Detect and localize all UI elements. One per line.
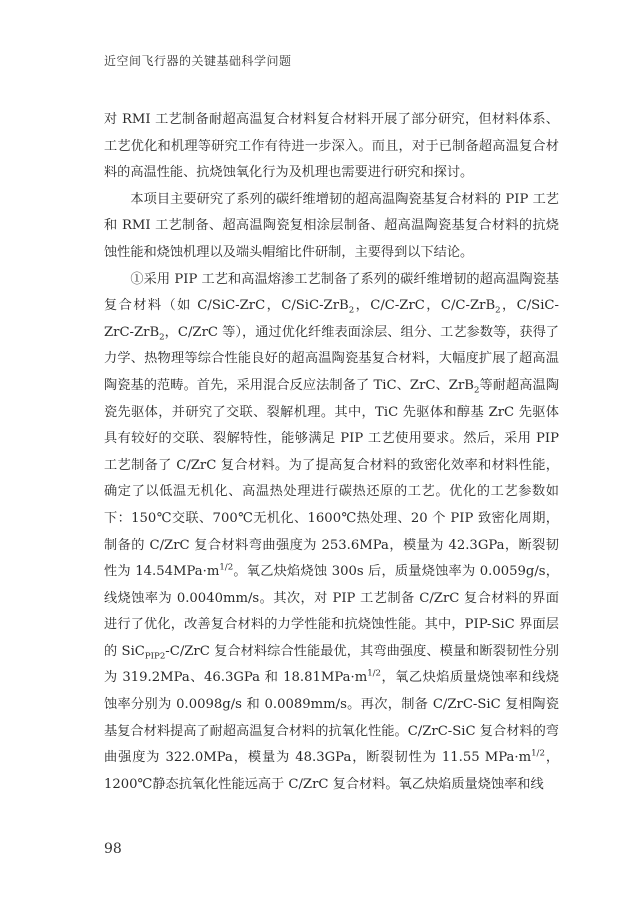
subscript: 2	[473, 385, 480, 396]
subscript: 2	[348, 305, 355, 316]
p3-run: ，C/C-ZrC，C/C-ZrB	[354, 298, 496, 314]
paragraph-3	[104, 267, 559, 799]
p3-run: ，氧乙炔焰质量烧蚀率和线烧蚀率分别为 0.0098g/s 和 0.0089mm/s。再次，制备 C/ZrC-SiC 复相陶瓷基复合材料提高了耐超高温复合材料的抗氧化性能。C/ZrC-SiC 复合材料的弯曲强度为 322.0MPa，模量为 48.3GPa，断裂韧性为 11.55 MPa·m	[104, 670, 559, 766]
subscript: 2	[159, 332, 165, 343]
p3-run: ，C/SiC-ZrC-ZrB	[104, 298, 559, 340]
running-header: 近空间飞行器的关键基础科学问题	[104, 54, 292, 68]
superscript: 1/2	[219, 562, 234, 573]
p3-run: 等耐超高温陶瓷先驱体，并研究了交联、裂解机理。其中，TiC 先驱体和醇基 ZrC 先驱体具有较好的交联、裂解特性，能够满足 PIP 工艺使用要求。然后，采用 PIP 工艺制备了 C/ZrC 复合材料。为了提高复合材料的致密化效率和材料性能，确定了以低温无机化、高温热处理进行碳热还原的工艺。优化的工艺参数如下：150℃交联、700℃无机化、1600℃热处理、20 个 PIP 致密化周期，制备的 C/ZrC 复合材料弯曲强度为 253.6MPa，模量为 42.3GPa，断裂韧性为 14.54MPa·m	[104, 377, 560, 580]
paragraph-1: 对 RMI 工艺制备耐超高温复合材料复合材料开展了部分研究，但材料体系、工艺优化和机理等研究工作有待进一步深入。而且，对于已制备超高温复合材料的高温性能、抗烧蚀氧化行为及机理也需要进行研究和探讨。	[104, 112, 559, 181]
p3-run: -C/ZrC 复合材料综合性能最优，其弯曲强度、模量和断裂韧性分别为 319.2MPa、46.3GPa 和 18.81MPa·m	[104, 643, 559, 686]
superscript: 1/2	[367, 669, 382, 680]
subscript: 2	[495, 305, 501, 316]
p3-run: ，1200℃静态抗氧化性能远高于 C/ZrC 复合材料。氧乙炔焰质量烧蚀率和线	[104, 750, 560, 792]
p3-run: 。氧乙炔焰烧蚀 300s 后，质量烧蚀率为 0.0059g/s，线烧蚀率为 0.0040mm/s。其次，对 PIP 工艺制备 C/ZrC 复合材料的界面进行了优化，改善复合材料的力学性能和抗烧蚀性能。其中，PIP-SiC 界面层的 SiC	[104, 564, 559, 659]
p3-run: ①采用 PIP 工艺和高温熔渗工艺制备了系列的碳纤维增韧的超高温陶瓷基复合材料（如 C/SiC-ZrC，C/SiC-ZrB	[104, 271, 559, 314]
paragraph-2: 本项目主要研究了系列的碳纤维增韧的超高温陶瓷基复合材料的 PIP 工艺和 RMI 工艺制备、超高温陶瓷复相涂层制备、超高温陶瓷基复合材料的抗烧蚀性能和烧蚀机理以及端头帽缩比件研制，主要得到以下结论。	[104, 191, 559, 260]
subscript: PIP2	[144, 651, 166, 662]
superscript: 1/2	[531, 748, 545, 759]
page-number: 98	[104, 841, 122, 857]
body-text	[104, 107, 559, 798]
p3-run: ，C/ZrC 等），通过优化纤维表面涂层、组分、工艺参数等，获得了力学、热物理等综合性能良好的超高温陶瓷基复合材料，大幅度扩展了超高温陶瓷基的范畴。首先，采用混合反应法制备了 TiC、ZrC、ZrB	[104, 324, 559, 393]
